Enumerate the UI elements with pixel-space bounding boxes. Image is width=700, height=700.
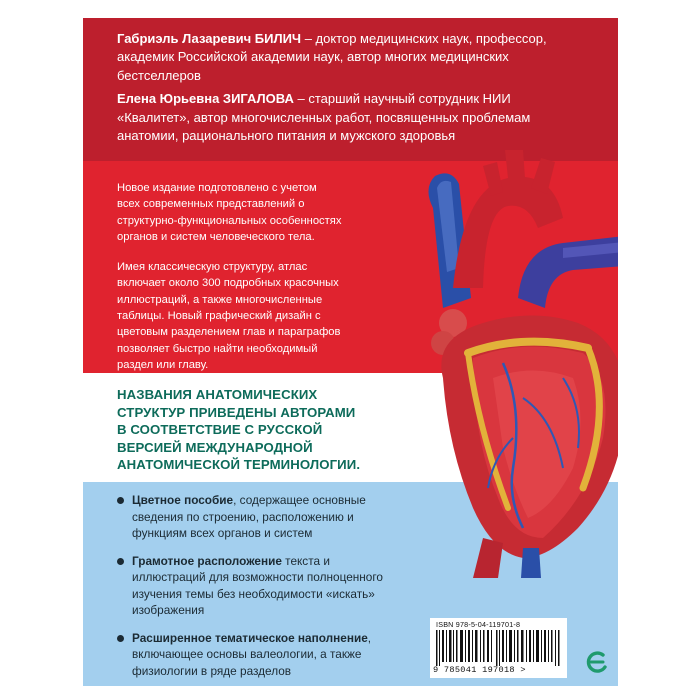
headline-line-3: В СООТВЕТСТВИЕ С РУССКОЙ bbox=[117, 422, 323, 438]
author-2-description: – старший научный сотрудник НИИ «Квалитет», автор многочисленных работ, посвященных проблемам анатомии, рационального питания и мужского здоровья bbox=[117, 91, 531, 144]
author-2-name: Елена Юрьевна ЗИГАЛОВА bbox=[117, 91, 294, 107]
intro-text bbox=[117, 180, 342, 387]
feature-item bbox=[117, 630, 387, 680]
intro-paragraph-1: Новое издание подготовлено с учетом всех современных представлений о структурно-функциональных особенностях органов и систем человеческого тела. bbox=[117, 182, 342, 243]
headline-line-1: НАЗВАНИЯ АНАТОМИЧЕСКИХ bbox=[117, 387, 318, 402]
barcode-digits: 9 785041 197018 > bbox=[433, 665, 526, 675]
barcode bbox=[430, 618, 567, 678]
feature-2-bold: Грамотное расположение bbox=[132, 553, 282, 568]
headline-line-4: ВЕРСИЕЙ МЕЖДУНАРОДНОЙ bbox=[117, 439, 313, 455]
author-1-name: Габриэль Лазаревич БИЛИЧ bbox=[117, 31, 302, 46]
feature-2-text: текста и иллюстраций для возможности полноценного изучения темы без необходимости «искать» изображения bbox=[132, 553, 383, 617]
feature-1-text: , содержащее основные сведения по строению, расположению и функциям всех органов и систем bbox=[132, 493, 366, 540]
feature-item bbox=[117, 492, 387, 542]
publisher-logo-icon bbox=[583, 648, 611, 676]
author-1 bbox=[117, 30, 587, 85]
intro-paragraph-2: Имея классическую структуру, атлас включает около 300 подробных красочных иллюстраций, а также многочисленные таблицы. Новый графический дизайн с цветовым разделением глав и параграфов позволяет быстро найти необходимый раздел или главу. bbox=[117, 261, 341, 371]
terminology-headline bbox=[117, 386, 427, 474]
headline-line-2: СТРУКТУР ПРИВЕДЕНЫ АВТОРАМИ bbox=[117, 404, 356, 420]
barcode-bars-icon bbox=[436, 630, 561, 666]
headline-line-5: АНАТОМИЧЕСКОЙ ТЕРМИНОЛОГИИ. bbox=[117, 457, 361, 473]
bullet-dot-icon bbox=[117, 558, 124, 565]
features-list bbox=[117, 492, 387, 686]
feature-1-bold: Цветное пособие bbox=[132, 493, 234, 507]
feature-3-bold: Расширенное тематическое наполнение bbox=[132, 630, 368, 645]
back-cover bbox=[83, 18, 618, 686]
author-1-description: – доктор медицинских наук, профессор, академик Российской академии наук, автор многих медицинских бестселлеров bbox=[117, 31, 547, 83]
isbn-label: ISBN 978-5-04-119701-8 bbox=[436, 620, 521, 629]
feature-3-text: , включающее основы валеологии, а также физиологии в ряде разделов bbox=[132, 630, 372, 678]
authors-block bbox=[117, 30, 587, 150]
bullet-dot-icon bbox=[117, 635, 124, 642]
heart-illustration bbox=[413, 148, 618, 578]
author-2 bbox=[117, 90, 587, 145]
feature-item bbox=[117, 553, 387, 619]
bullet-dot-icon bbox=[117, 497, 124, 504]
